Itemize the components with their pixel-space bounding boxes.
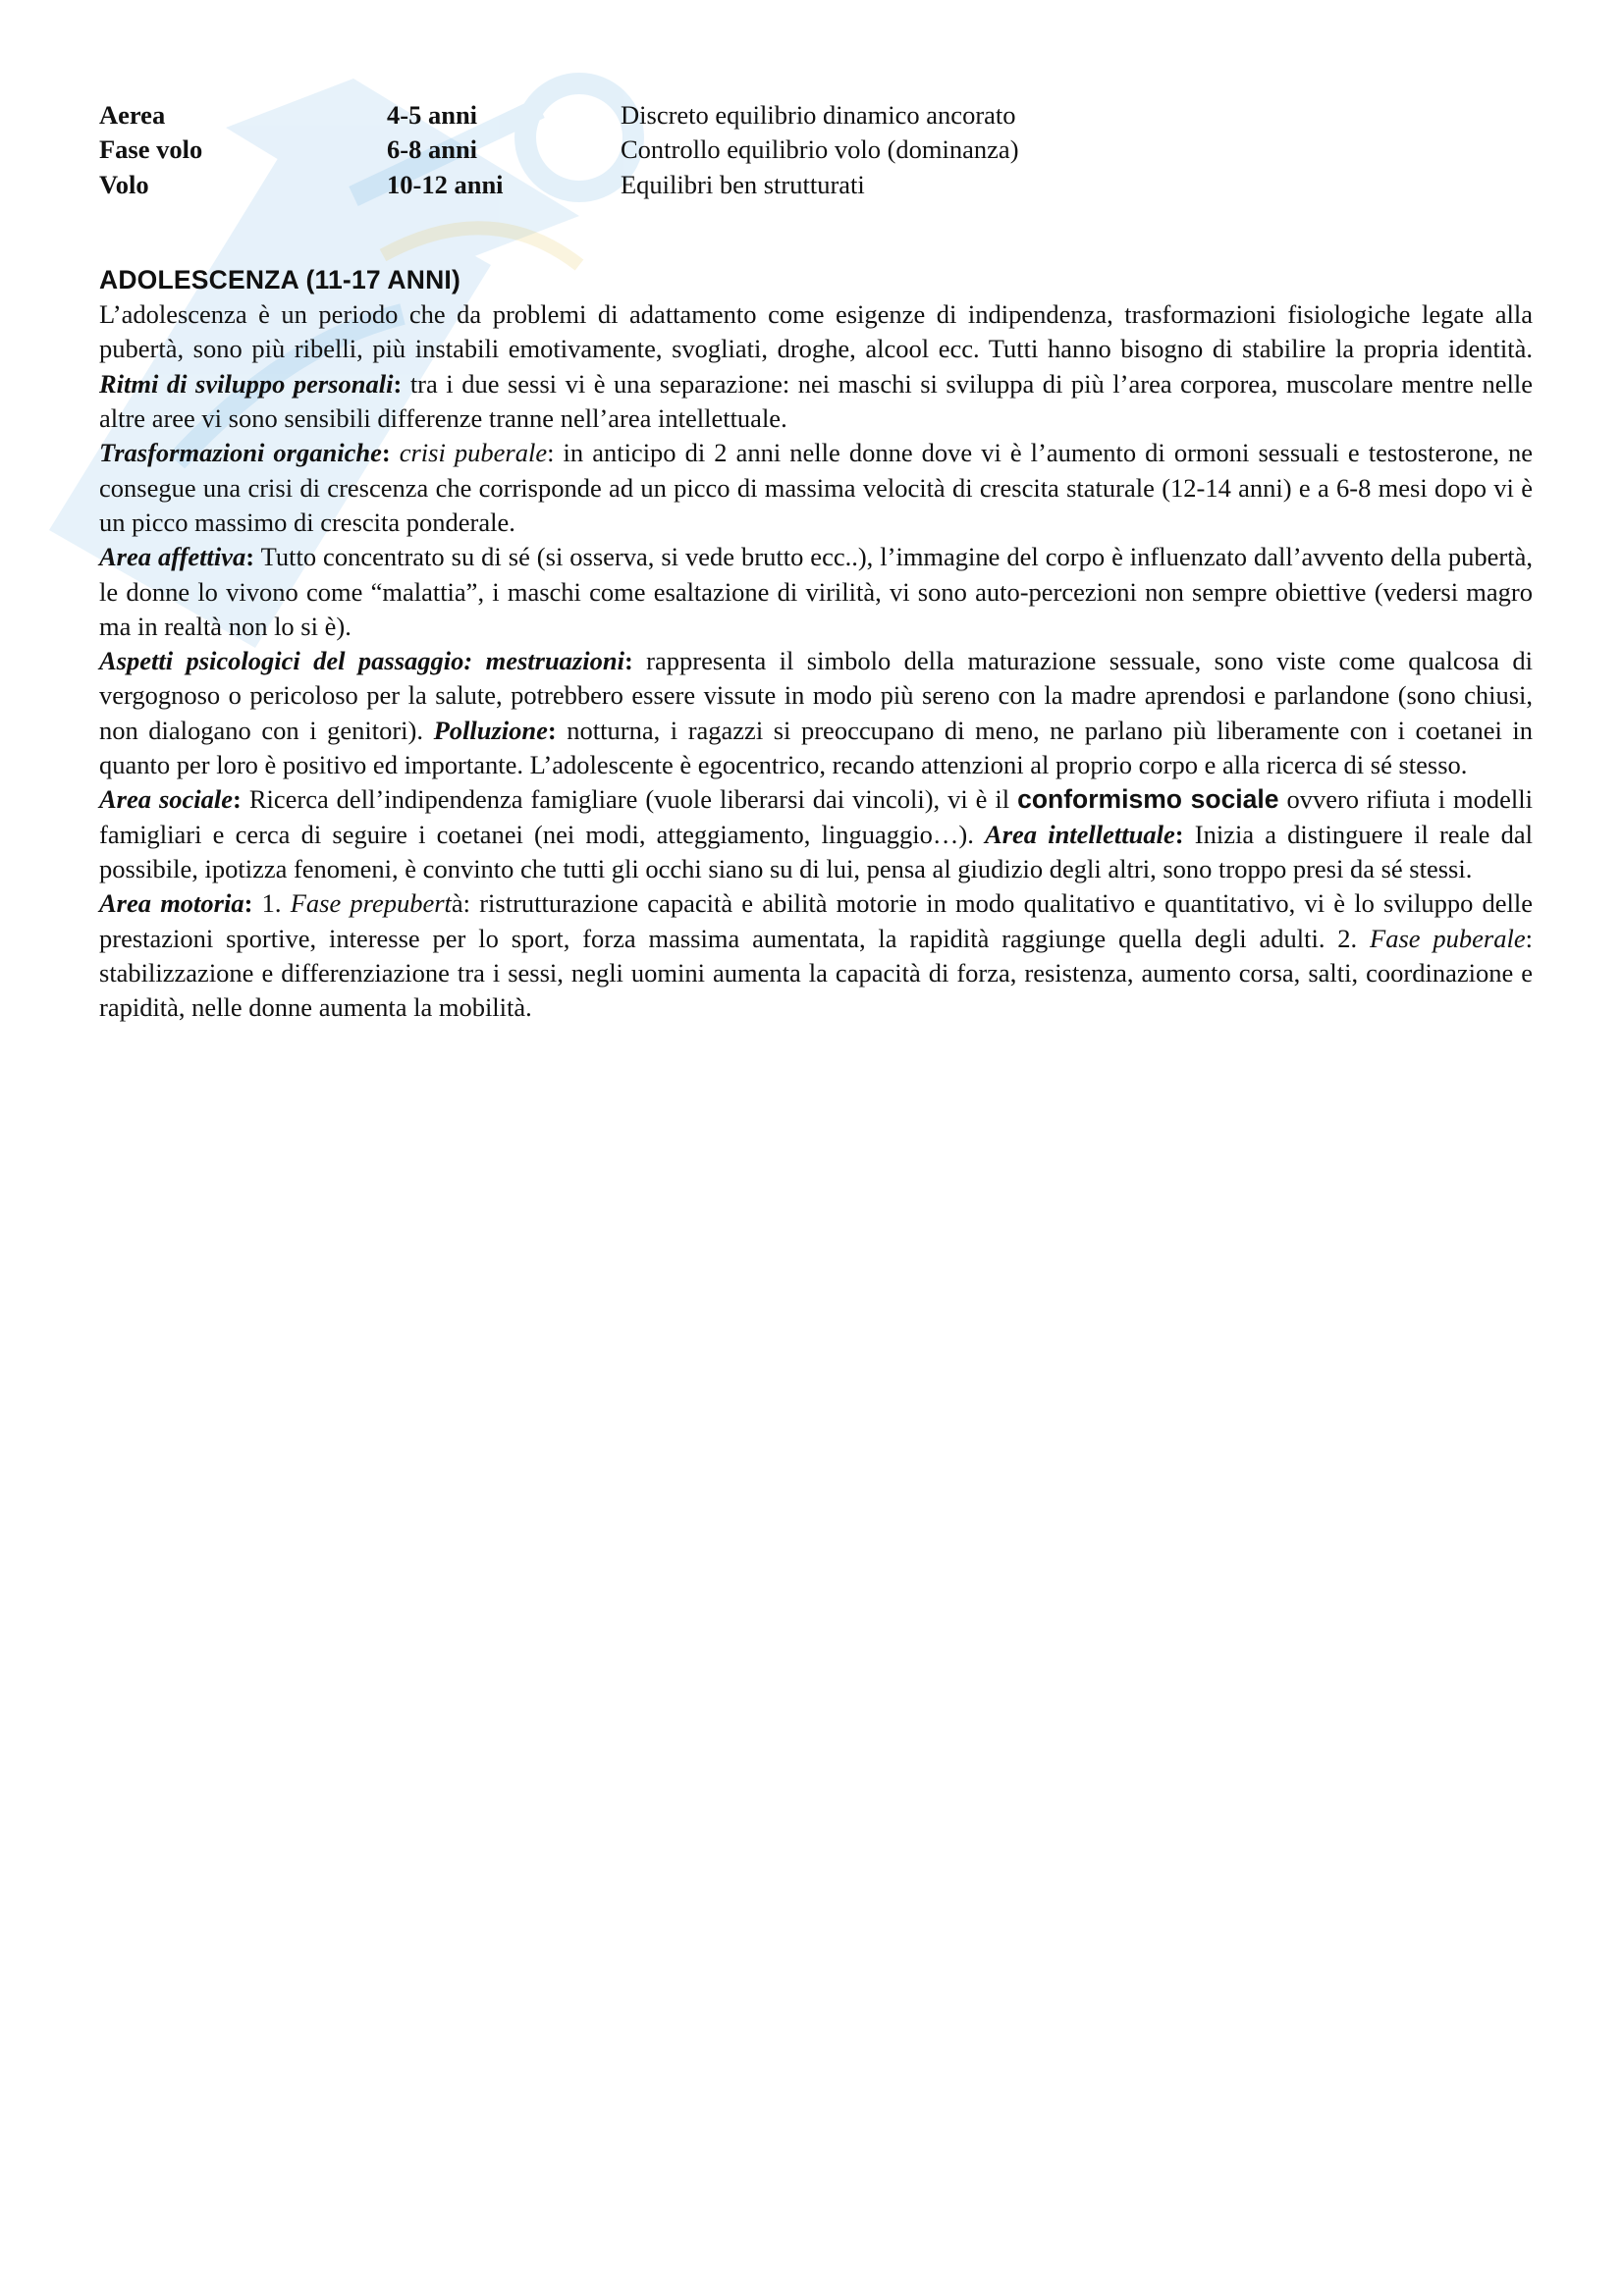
paragraph-text: : in anticipo di 2 anni nelle donne dove vi è l’aumento di ormoni sessuali e testosterone, ne consegue una crisi di crescenza che corrisponde ad un picco di massima velocità di crescita staturale (12-14 anni) e a 6-8 mesi dopo vi è un picco massimo di crescita ponderale.: [99, 438, 1534, 537]
heading-colon: :: [547, 715, 557, 745]
italic-term: Fase puberale: [1370, 923, 1526, 953]
paragraph-heading: Area affettiva: [99, 542, 246, 572]
paragraph-motor-area: [99, 886, 1533, 1025]
heading-colon: :: [623, 646, 633, 676]
paragraph-heading: Aspetti psicologici del passaggio: mestruazioni: [99, 646, 624, 676]
paragraph-heading: Ritmi di sviluppo personali: [99, 368, 394, 399]
stage-cell: Fase volo: [99, 134, 203, 165]
stage-cell: Volo: [99, 169, 149, 199]
italic-term: Fase prepubert: [290, 888, 452, 919]
paragraph-text: tra i due sessi vi è una separazione: nei maschi si sviluppa di più l’area corporea, muscolare mentre nelle altre aree vi sono sensibili differenze tranne nell’area intellettuale.: [99, 368, 1533, 434]
heading-colon: :: [233, 784, 242, 815]
description-cell: Equilibri ben strutturati: [621, 169, 865, 199]
heading-colon: :: [245, 542, 255, 572]
paragraph-text: 1.: [252, 888, 291, 919]
age-stage-table: [99, 98, 1019, 202]
paragraph-heading: Area motoria: [99, 888, 244, 919]
description-cell: Discreto equilibrio dinamico ancorato: [621, 100, 1016, 130]
paragraph-text: : stabilizzazione e differenziazione tra i sessi, negli uomini aumenta la capacità di forza, resistenza, aumento corsa, salti, coordinazione e rapidità, nelle donne aumenta la mobilità.: [99, 923, 1533, 1023]
paragraph-text: Tutto concentrato su di sé (si osserva, si vede brutto ecc..), l’immagine del corpo è influenzato dall’avvento della pubertà, le donne lo vivono come “malattia”, i maschi come esaltazione di virilità, vi sono auto-percezioni non sempre obiettive (vedersi magro ma in realtà non lo si è).: [99, 542, 1533, 641]
age-cell: 10-12 anni: [387, 169, 504, 199]
heading-colon: :: [381, 438, 391, 468]
age-cell: 6-8 anni: [387, 134, 478, 165]
paragraph-affective-area: [99, 540, 1533, 644]
space: [391, 438, 400, 467]
paragraph-organic-changes: [99, 436, 1533, 540]
paragraph-heading: Area intellettuale: [985, 819, 1175, 849]
heading-colon: :: [393, 368, 403, 399]
table-row: [99, 98, 1019, 133]
paragraph-text: notturna, i ragazzi si preoccupano di meno, ne parlano più liberamente con i coetanei in quanto per loro è positivo ed importante. L’adolescente è egocentrico, recando attenzioni al proprio corpo e alla ricerca di sé stesso.: [99, 715, 1533, 780]
italic-term: crisi puberale: [399, 438, 548, 468]
paragraph-text: Inizia a distinguere il reale dal possibile, ipotizza fenomeni, è convinto che tutti gli occhi siano su di lui, pensa al giudizio degli altri, sono troppo presi da sé stessi.: [99, 819, 1533, 883]
heading-colon: :: [243, 888, 253, 919]
paragraph-text: Ricerca dell’indipendenza famigliare (vuole liberarsi dai vincoli), vi è il: [241, 784, 1018, 815]
section-title: ADOLESCENZA (11-17 ANNI): [99, 264, 460, 294]
table-row: [99, 133, 1019, 167]
paragraph-text: ovvero rifiuta i modelli famigliari e cerca di seguire i coetanei (nei modi, atteggiamento, linguaggio…).: [99, 784, 1534, 849]
description-cell: Controllo equilibrio volo (dominanza): [621, 134, 1019, 165]
paragraph-intro: [99, 297, 1533, 436]
paragraph-social-area: [99, 782, 1533, 886]
bold-term: conformismo sociale: [1017, 784, 1279, 815]
paragraph-text: à: ristrutturazione capacità e abilità motorie in modo qualitativo e quantitativo, vi è lo sviluppo delle prestazioni sportive, interesse per lo sport, forza massima aumentata, la rapidità raggiunge quella degli adulti. 2.: [99, 888, 1534, 953]
document-page: [99, 98, 1533, 1025]
paragraph-text: rappresenta il simbolo della maturazione sessuale, sono viste come qualcosa di vergognoso o pericoloso per la salute, potrebbero essere vissute in modo più sereno con la madre aprendosi e parlandone (sono chiusi, non dialogano con i genitori).: [99, 646, 1533, 745]
paragraph-heading: Polluzione: [433, 715, 548, 745]
paragraph-heading: Trasformazioni organiche: [99, 438, 382, 468]
stage-cell: Aerea: [99, 100, 166, 130]
paragraph-heading: Area sociale: [99, 784, 234, 815]
paragraph-text: L’adolescenza è un periodo che da problemi di adattamento come esigenze di indipendenza, trasformazioni fisiologiche legate alla pubertà, sono più ribelli, più instabili emotivamente, svogliati, droghe, alcool ecc. Tutti hanno bisogno di stabilire la propria identità.: [99, 299, 1533, 364]
heading-colon: :: [1174, 819, 1184, 849]
age-cell: 4-5 anni: [387, 100, 478, 130]
paragraph-psychological-aspects: [99, 644, 1533, 782]
table-row: [99, 168, 1019, 202]
